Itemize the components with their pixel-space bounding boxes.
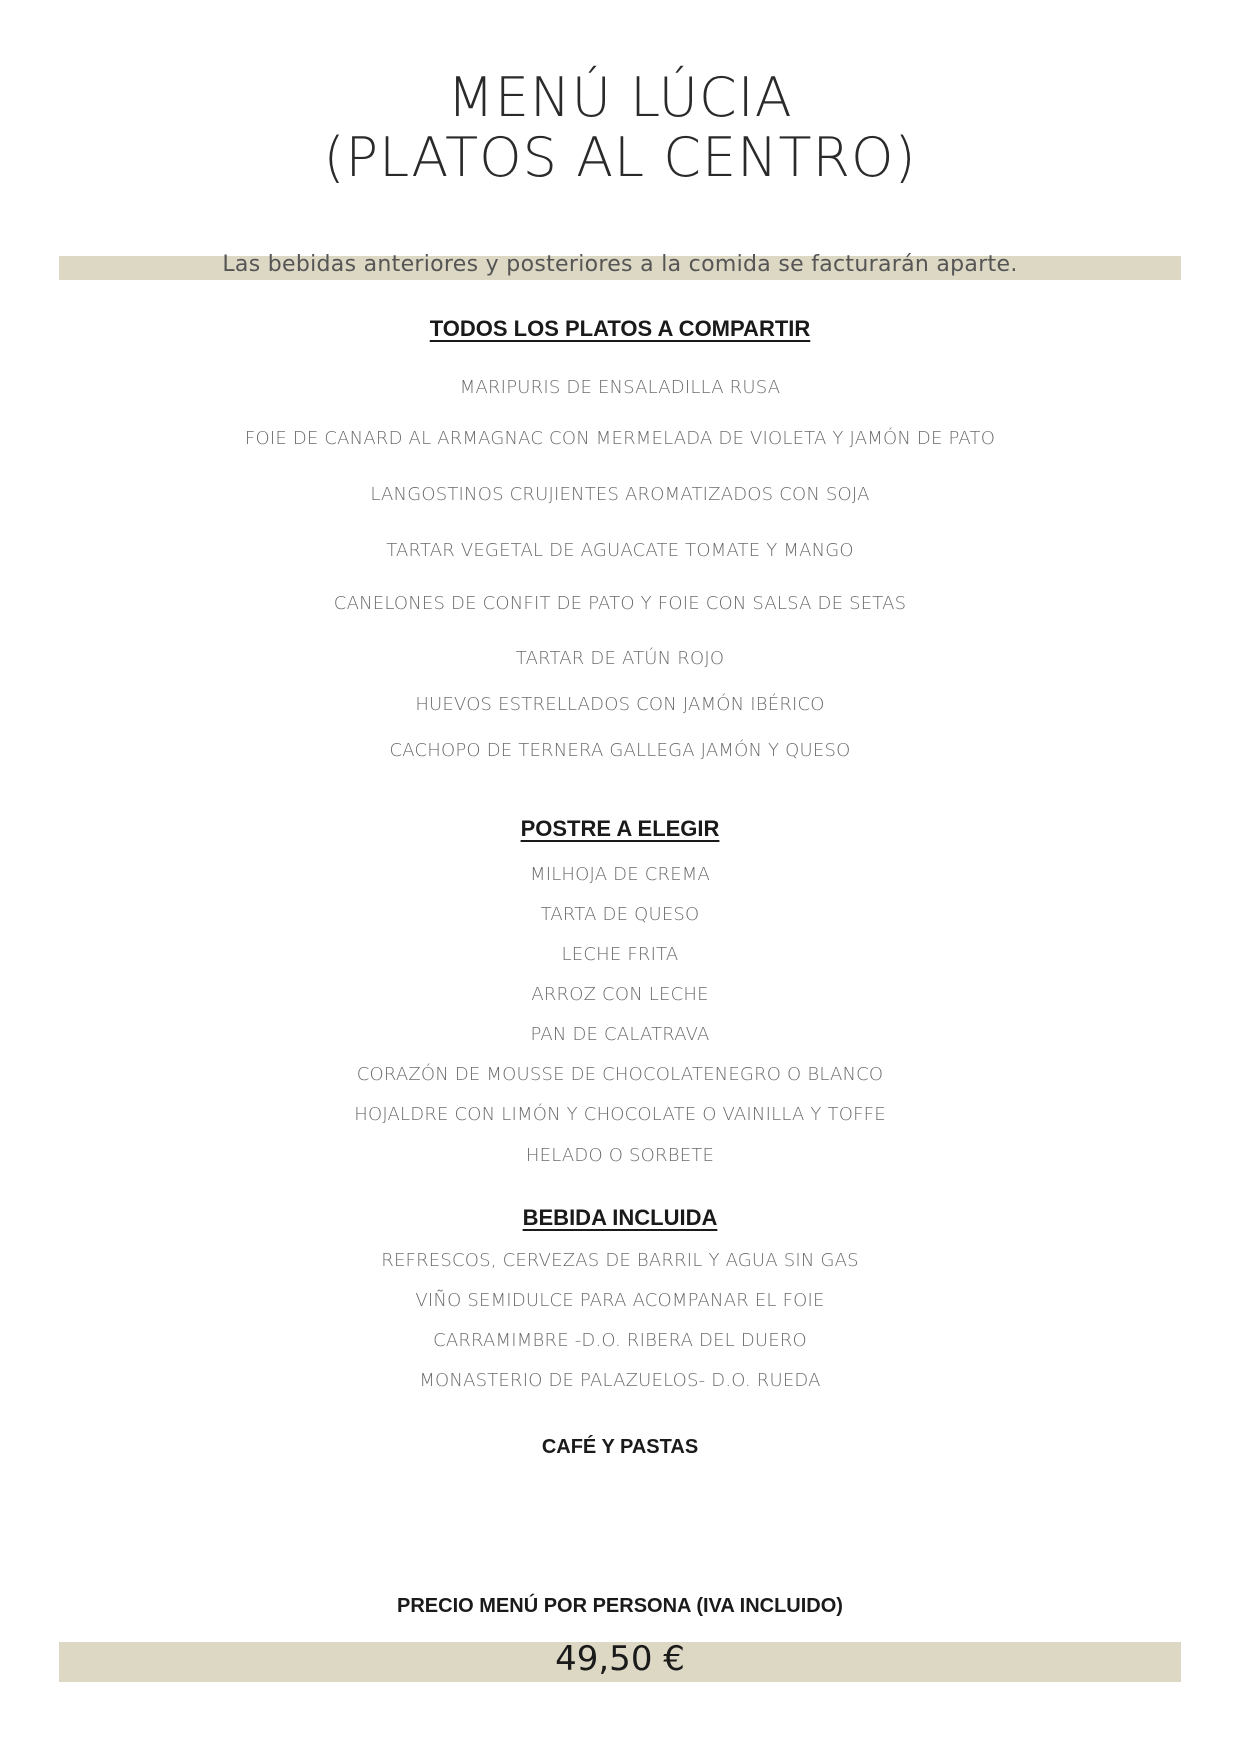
- drink-item: REFRESCOS, CERVEZAS DE BARRIL Y AGUA SIN GAS: [381, 1250, 859, 1271]
- menu-item: HUEVOS ESTRELLADOS CON JAMÓN IBÉRICO: [415, 694, 825, 715]
- price-value: 49,50 €: [555, 1639, 685, 1679]
- dessert-item: CORAZÓN DE MOUSSE DE CHOCOLATENEGRO O BLANCO: [356, 1064, 884, 1085]
- dessert-item: HELADO O SORBETE: [525, 1145, 715, 1166]
- menu-item: FOIE DE CANARD AL ARMAGNAC CON MERMELADA DE VIOLETA Y JAMÓN DE PATO: [244, 428, 996, 449]
- menu-item: MARIPURIS DE ENSALADILLA RUSA: [459, 377, 781, 398]
- drinks-heading: BEBIDA INCLUIDA: [522, 1205, 718, 1230]
- dessert-item: TARTA DE QUESO: [540, 904, 700, 925]
- price-label: PRECIO MENÚ POR PERSONA (IVA INCLUIDO): [397, 1595, 843, 1617]
- dessert-heading: POSTRE A ELEGIR: [520, 816, 720, 841]
- dessert-item: MILHOJA DE CREMA: [529, 864, 711, 885]
- coffee-line: CAFÉ Y PASTAS: [541, 1436, 699, 1458]
- menu-item: CANELONES DE CONFIT DE PATO Y FOIE CON SALSA DE SETAS: [333, 593, 907, 614]
- drinks-notice: Las bebidas anteriores y posteriores a la comida se facturarán aparte.: [222, 252, 1018, 277]
- menu-item: TARTAR DE ATÚN ROJO: [515, 648, 725, 669]
- menu-item: LANGOSTINOS CRUJIENTES AROMATIZADOS CON SOJA: [370, 484, 870, 505]
- sharing-heading: TODOS LOS PLATOS A COMPARTIR: [429, 316, 811, 341]
- dessert-item: HOJALDRE CON LIMÓN Y CHOCOLATE O VAINILLA Y TOFFE: [354, 1104, 886, 1125]
- menu-item: TARTAR VEGETAL DE AGUACATE TOMATE Y MANGO: [386, 540, 854, 561]
- menu-title-line2: (PLATOS AL CENTRO): [323, 126, 917, 189]
- drink-item: VIÑO SEMIDULCE PARA ACOMPANAR EL FOIE: [415, 1290, 825, 1311]
- dessert-item: LECHE FRITA: [561, 944, 679, 965]
- menu-title-line1: MENÚ LÚCIA: [447, 66, 793, 129]
- dessert-item: ARROZ CON LECHE: [531, 984, 709, 1005]
- drink-item: CARRAMIMBRE -D.O. RIBERA DEL DUERO: [433, 1330, 807, 1351]
- menu-item: CACHOPO DE TERNERA GALLEGA JAMÓN Y QUESO: [389, 740, 851, 761]
- drink-item: MONASTERIO DE PALAZUELOS- D.O. RUEDA: [419, 1370, 821, 1391]
- dessert-item: PAN DE CALATRAVA: [530, 1024, 710, 1045]
